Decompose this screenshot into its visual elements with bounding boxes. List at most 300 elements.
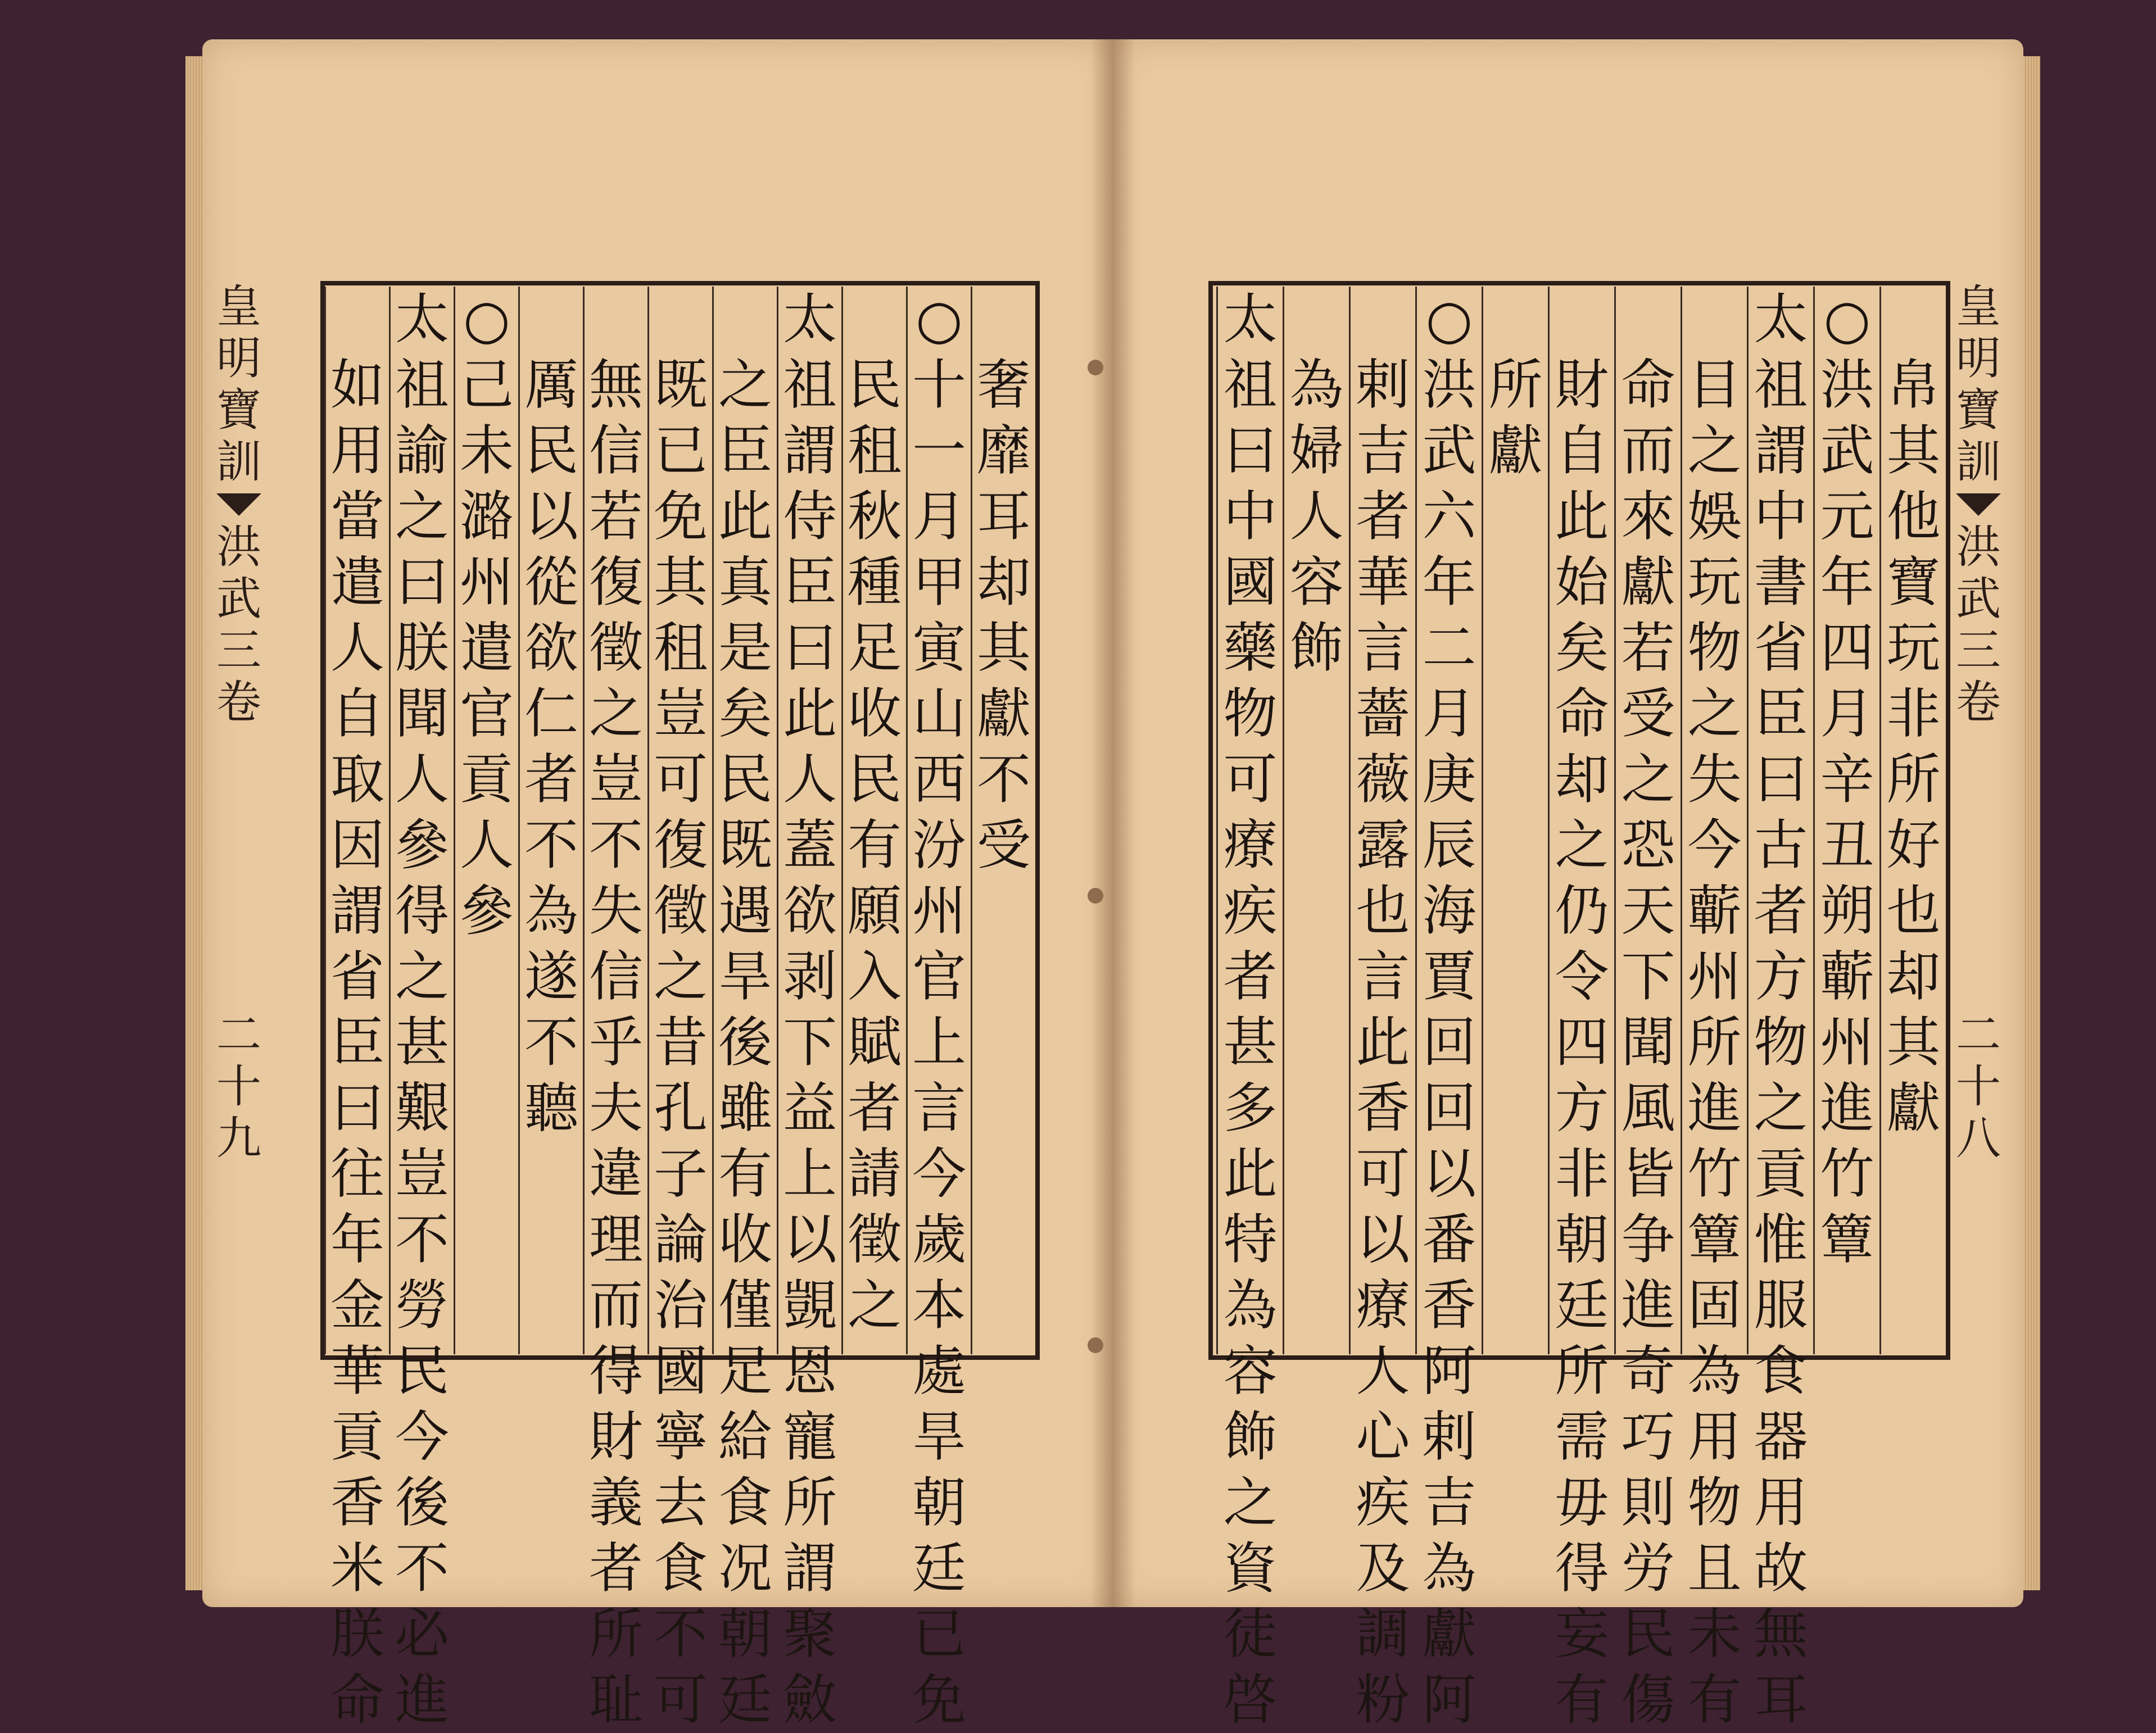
glyph: 真 bbox=[718, 551, 772, 614]
glyph: 有 bbox=[848, 814, 902, 877]
glyph: 月 bbox=[1422, 682, 1476, 745]
glyph: 命 bbox=[1555, 682, 1609, 745]
column-text bbox=[589, 352, 643, 1733]
glyph: 之 bbox=[718, 353, 772, 416]
glyph: 所 bbox=[1886, 748, 1941, 811]
glyph: 者 bbox=[1754, 879, 1808, 942]
glyph: 國 bbox=[654, 1340, 708, 1403]
glyph: 辰 bbox=[1422, 814, 1476, 877]
column-text bbox=[1356, 352, 1410, 1733]
glyph: 若 bbox=[589, 485, 643, 548]
glyph: 孔 bbox=[654, 1077, 708, 1140]
glyph: 訓 bbox=[1956, 435, 2001, 488]
glyph: 者 bbox=[524, 748, 578, 811]
glyph: 心 bbox=[1356, 1405, 1410, 1468]
binding-hole bbox=[1088, 360, 1103, 375]
glyph: 民 bbox=[718, 748, 772, 811]
margin-volume bbox=[1956, 521, 2001, 728]
column-text bbox=[460, 287, 514, 944]
glyph: 况 bbox=[718, 1537, 772, 1600]
column-text bbox=[1489, 352, 1543, 484]
glyph: 徵 bbox=[589, 616, 643, 679]
glyph: 甚 bbox=[1223, 1011, 1278, 1074]
glyph: 獻 bbox=[1422, 1603, 1476, 1666]
glyph: 昔 bbox=[654, 1011, 708, 1074]
text-column bbox=[1681, 287, 1747, 1731]
glyph: 且 bbox=[1687, 1537, 1742, 1600]
glyph: 中 bbox=[1754, 485, 1808, 548]
glyph: 足 bbox=[848, 616, 902, 679]
glyph: ○ bbox=[1823, 288, 1871, 351]
column-text bbox=[1820, 287, 1874, 1273]
glyph: 受 bbox=[1621, 682, 1675, 745]
glyph: 民 bbox=[395, 1340, 449, 1403]
text-column bbox=[841, 287, 906, 1354]
glyph: 徵 bbox=[654, 879, 708, 942]
glyph: 物 bbox=[1223, 682, 1278, 745]
glyph: 不 bbox=[395, 1208, 449, 1271]
glyph: 所 bbox=[1555, 1340, 1609, 1403]
glyph: 願 bbox=[848, 879, 902, 942]
glyph: 剥 bbox=[783, 945, 837, 1008]
glyph: 年 bbox=[330, 1208, 384, 1271]
glyph: 物 bbox=[1754, 1011, 1808, 1074]
glyph: 上 bbox=[912, 1011, 966, 1074]
glyph: 目 bbox=[1687, 353, 1742, 416]
glyph: 丑 bbox=[1820, 814, 1874, 877]
glyph: 三 bbox=[1956, 624, 2001, 677]
glyph: 卷 bbox=[216, 676, 261, 728]
glyph: 子 bbox=[654, 1142, 708, 1205]
glyph: 也 bbox=[1356, 879, 1410, 942]
glyph: 貢 bbox=[330, 1405, 384, 1468]
glyph: 之 bbox=[1621, 748, 1675, 811]
glyph: 獻 bbox=[977, 682, 1031, 745]
glyph: 豈 bbox=[395, 1142, 449, 1205]
glyph: 命 bbox=[1621, 353, 1675, 416]
glyph: 二 bbox=[1956, 1009, 2001, 1061]
glyph: 既 bbox=[654, 353, 708, 416]
glyph: 以 bbox=[783, 1208, 837, 1271]
text-column bbox=[906, 287, 971, 1731]
glyph: 往 bbox=[330, 1142, 384, 1205]
glyph: 者 bbox=[589, 1537, 643, 1600]
glyph: 及 bbox=[1356, 1537, 1410, 1600]
glyph: 必 bbox=[395, 1603, 449, 1666]
text-column bbox=[518, 287, 583, 1354]
glyph: 夫 bbox=[589, 1077, 643, 1140]
text-column bbox=[454, 287, 518, 1354]
glyph: 朝 bbox=[912, 1471, 966, 1534]
glyph: 食 bbox=[654, 1537, 708, 1600]
glyph: 不 bbox=[654, 1603, 708, 1666]
glyph: 遣 bbox=[330, 551, 384, 614]
column-text bbox=[395, 287, 449, 1733]
glyph: 物 bbox=[1687, 616, 1742, 679]
glyph: 毋 bbox=[1555, 1471, 1609, 1534]
text-column bbox=[971, 287, 1035, 1354]
glyph: 貢 bbox=[1754, 1142, 1808, 1205]
glyph: 庚 bbox=[1422, 748, 1476, 811]
glyph: 皇 bbox=[216, 280, 261, 333]
glyph: 為 bbox=[1687, 1340, 1742, 1403]
glyph: 進 bbox=[1820, 1077, 1874, 1140]
margin-page-number bbox=[1956, 1009, 2001, 1164]
glyph: 當 bbox=[330, 485, 384, 548]
glyph: 非 bbox=[1555, 1142, 1609, 1205]
glyph: 請 bbox=[848, 1142, 902, 1205]
glyph: 米 bbox=[330, 1537, 384, 1600]
glyph: 以 bbox=[1422, 1142, 1476, 1205]
glyph: 傷 bbox=[1621, 1668, 1675, 1731]
glyph: 却 bbox=[977, 551, 1031, 614]
glyph: 下 bbox=[1621, 945, 1675, 1008]
glyph: 徵 bbox=[848, 1208, 902, 1271]
glyph: 香 bbox=[1422, 1274, 1476, 1337]
glyph: 得 bbox=[1555, 1537, 1609, 1600]
glyph: 有 bbox=[718, 1142, 772, 1205]
glyph: 歲 bbox=[912, 1208, 966, 1271]
glyph: 西 bbox=[912, 748, 966, 811]
glyph: 也 bbox=[1886, 879, 1941, 942]
glyph: 朕 bbox=[395, 616, 449, 679]
glyph: 飾 bbox=[1223, 1405, 1278, 1468]
glyph: 諭 bbox=[395, 419, 449, 482]
glyph: 獻 bbox=[1886, 1077, 1941, 1140]
text-column bbox=[1283, 287, 1349, 1354]
glyph: 州 bbox=[1820, 1011, 1874, 1074]
glyph: 十 bbox=[216, 1060, 261, 1113]
glyph: 己 bbox=[460, 353, 514, 416]
glyph: 金 bbox=[330, 1274, 384, 1337]
glyph: 遂 bbox=[524, 945, 578, 1008]
glyph: 武 bbox=[1422, 419, 1476, 482]
glyph: 此 bbox=[1555, 485, 1609, 548]
glyph: 剌 bbox=[1356, 353, 1410, 416]
glyph: 三 bbox=[216, 624, 261, 677]
glyph: 寵 bbox=[783, 1405, 837, 1468]
glyph: 明 bbox=[216, 332, 261, 384]
glyph: 武 bbox=[1820, 419, 1874, 482]
glyph: 惟 bbox=[1754, 1208, 1808, 1271]
glyph: 其 bbox=[1886, 419, 1941, 482]
glyph: 却 bbox=[1886, 945, 1941, 1008]
column-text bbox=[330, 352, 384, 1733]
glyph: 秋 bbox=[848, 485, 902, 548]
glyph: 簟 bbox=[1820, 1208, 1874, 1271]
glyph: 海 bbox=[1422, 879, 1476, 942]
glyph: 斂 bbox=[783, 1668, 837, 1731]
glyph: 用 bbox=[1687, 1405, 1742, 1468]
glyph: 皇 bbox=[1956, 280, 2001, 333]
glyph: 有 bbox=[1687, 1668, 1742, 1731]
glyph: 無 bbox=[589, 353, 643, 416]
glyph: 食 bbox=[1754, 1340, 1808, 1403]
glyph: 租 bbox=[848, 419, 902, 482]
glyph: 甚 bbox=[395, 1011, 449, 1074]
glyph: 雖 bbox=[718, 1077, 772, 1140]
glyph: 此 bbox=[1356, 1011, 1410, 1074]
glyph: 啓 bbox=[1223, 1668, 1278, 1731]
glyph: 獻 bbox=[1621, 551, 1675, 614]
glyph: 聞 bbox=[395, 682, 449, 745]
glyph: 玩 bbox=[1687, 551, 1742, 614]
glyph: 疾 bbox=[1223, 879, 1278, 942]
glyph: 者 bbox=[848, 1077, 902, 1140]
glyph: 玩 bbox=[1886, 616, 1941, 679]
glyph: 月 bbox=[912, 485, 966, 548]
glyph: 是 bbox=[718, 616, 772, 679]
glyph: 民 bbox=[524, 419, 578, 482]
glyph: 臣 bbox=[330, 1011, 384, 1074]
glyph: 蘄 bbox=[1820, 945, 1874, 1008]
column-text bbox=[718, 352, 772, 1733]
glyph: 以 bbox=[524, 485, 578, 548]
glyph: 洪 bbox=[1820, 353, 1874, 416]
glyph: 簟 bbox=[1687, 1208, 1742, 1271]
glyph: 好 bbox=[1886, 814, 1941, 877]
glyph: 飾 bbox=[1289, 616, 1344, 679]
glyph: 資 bbox=[1223, 1537, 1278, 1600]
glyph: 信 bbox=[589, 945, 643, 1008]
glyph: 此 bbox=[718, 485, 772, 548]
glyph: 年 bbox=[1422, 551, 1476, 614]
glyph: 巧 bbox=[1621, 1405, 1675, 1468]
glyph: 獻 bbox=[1488, 419, 1543, 482]
glyph: 進 bbox=[1621, 1274, 1675, 1337]
glyph: 其 bbox=[977, 616, 1031, 679]
glyph: 財 bbox=[589, 1405, 643, 1468]
glyph: 奇 bbox=[1621, 1340, 1675, 1403]
glyph: 粉 bbox=[1356, 1668, 1410, 1731]
glyph: 免 bbox=[654, 485, 708, 548]
glyph: 已 bbox=[912, 1603, 966, 1666]
glyph: 下 bbox=[783, 1011, 837, 1074]
column-text bbox=[977, 352, 1031, 878]
glyph: 需 bbox=[1555, 1405, 1609, 1468]
glyph: 疾 bbox=[1356, 1471, 1410, 1534]
glyph: 八 bbox=[1956, 1112, 2001, 1164]
glyph: 欲 bbox=[783, 879, 837, 942]
glyph: 帛 bbox=[1886, 353, 1941, 416]
glyph: 謂 bbox=[783, 419, 837, 482]
glyph: ○ bbox=[1425, 288, 1473, 351]
right-page-margin-strip bbox=[1956, 281, 2001, 1164]
glyph: 民 bbox=[848, 353, 902, 416]
glyph: 人 bbox=[330, 616, 384, 679]
glyph: 耻 bbox=[589, 1668, 643, 1731]
glyph: 朝 bbox=[1555, 1208, 1609, 1271]
glyph: 信 bbox=[589, 419, 643, 482]
glyph: 之 bbox=[1754, 1077, 1808, 1140]
glyph: 後 bbox=[718, 1011, 772, 1074]
column-text bbox=[654, 352, 708, 1733]
glyph: 天 bbox=[1621, 879, 1675, 942]
glyph: 風 bbox=[1621, 1077, 1675, 1140]
glyph: 如 bbox=[330, 353, 384, 416]
glyph: 耳 bbox=[977, 485, 1031, 548]
glyph: 阿 bbox=[1422, 1340, 1476, 1403]
glyph: 為 bbox=[1223, 1274, 1278, 1337]
glyph: 藥 bbox=[1223, 616, 1278, 679]
column-text bbox=[1754, 287, 1808, 1733]
glyph: 旱 bbox=[718, 945, 772, 1008]
glyph: 竹 bbox=[1820, 1142, 1874, 1205]
glyph: 十 bbox=[1956, 1060, 2001, 1113]
glyph: 所 bbox=[783, 1471, 837, 1534]
column-text bbox=[912, 287, 966, 1733]
glyph: 今 bbox=[1687, 814, 1742, 877]
glyph: 論 bbox=[654, 1208, 708, 1271]
glyph: 省 bbox=[1754, 616, 1808, 679]
glyph: 皆 bbox=[1621, 1142, 1675, 1205]
binding-hole bbox=[1088, 1337, 1103, 1353]
glyph: 山 bbox=[912, 682, 966, 745]
glyph: 治 bbox=[654, 1274, 708, 1337]
text-column bbox=[324, 287, 389, 1731]
glyph: 矣 bbox=[718, 682, 772, 745]
glyph: 參 bbox=[395, 814, 449, 877]
glyph: 用 bbox=[330, 419, 384, 482]
glyph: 祖 bbox=[395, 353, 449, 416]
glyph: 進 bbox=[1687, 1077, 1742, 1140]
glyph: 方 bbox=[1754, 945, 1808, 1008]
glyph: 曰 bbox=[783, 616, 837, 679]
glyph: 言 bbox=[912, 1077, 966, 1140]
book-gutter bbox=[1090, 39, 1135, 1607]
glyph: 人 bbox=[1289, 485, 1344, 548]
glyph: 謂 bbox=[330, 879, 384, 942]
glyph: 回 bbox=[1422, 1077, 1476, 1140]
glyph: 六 bbox=[1422, 485, 1476, 548]
glyph: 洪 bbox=[1422, 353, 1476, 416]
glyph: 民 bbox=[848, 748, 902, 811]
glyph: 仁 bbox=[524, 682, 578, 745]
glyph: 收 bbox=[718, 1208, 772, 1271]
glyph: 則 bbox=[1621, 1471, 1675, 1534]
glyph: 香 bbox=[330, 1471, 384, 1534]
glyph: 汾 bbox=[912, 814, 966, 877]
glyph: 其 bbox=[654, 551, 708, 614]
glyph: 恐 bbox=[1621, 814, 1675, 877]
glyph: 官 bbox=[912, 945, 966, 1008]
glyph: 曰 bbox=[395, 551, 449, 614]
glyph: 廷 bbox=[912, 1537, 966, 1600]
glyph: 其 bbox=[1886, 1011, 1941, 1074]
glyph: 太 bbox=[1223, 288, 1278, 351]
glyph: 故 bbox=[1754, 1537, 1808, 1600]
glyph: 已 bbox=[654, 419, 708, 482]
glyph: 曰 bbox=[1754, 748, 1808, 811]
glyph: 豈 bbox=[589, 748, 643, 811]
glyph: 所 bbox=[589, 1603, 643, 1666]
glyph: 之 bbox=[1687, 682, 1742, 745]
glyph: 艱 bbox=[395, 1077, 449, 1140]
glyph: 二 bbox=[1422, 616, 1476, 679]
glyph: 參 bbox=[460, 879, 514, 942]
glyph: 寶 bbox=[216, 384, 261, 436]
glyph: 妄 bbox=[1555, 1603, 1609, 1666]
glyph: 薇 bbox=[1356, 748, 1410, 811]
glyph: 給 bbox=[718, 1405, 772, 1468]
glyph: 武 bbox=[1956, 573, 2001, 625]
glyph: 國 bbox=[1223, 551, 1278, 614]
glyph: 此 bbox=[1223, 1142, 1278, 1205]
glyph: 今 bbox=[395, 1405, 449, 1468]
glyph: 今 bbox=[912, 1142, 966, 1205]
glyph: 厲 bbox=[524, 353, 578, 416]
glyph: 太 bbox=[1754, 288, 1808, 351]
glyph: 臣 bbox=[1754, 682, 1808, 745]
fish-tail-mark bbox=[216, 493, 261, 516]
glyph: 不 bbox=[395, 1537, 449, 1600]
glyph: 不 bbox=[524, 814, 578, 877]
glyph: 労 bbox=[1621, 1537, 1675, 1600]
glyph: 從 bbox=[524, 551, 578, 614]
glyph: 乎 bbox=[589, 1011, 643, 1074]
glyph: 此 bbox=[783, 682, 837, 745]
glyph: 廷 bbox=[718, 1668, 772, 1731]
glyph: 祖 bbox=[1223, 353, 1278, 416]
glyph: 言 bbox=[1356, 945, 1410, 1008]
glyph: 所 bbox=[1488, 353, 1543, 416]
glyph: 賦 bbox=[848, 1011, 902, 1074]
glyph: 侍 bbox=[783, 485, 837, 548]
glyph: 者 bbox=[1223, 945, 1278, 1008]
glyph: 容 bbox=[1289, 551, 1344, 614]
glyph: 古 bbox=[1754, 814, 1808, 877]
glyph: 之 bbox=[1687, 419, 1742, 482]
glyph: 華 bbox=[330, 1340, 384, 1403]
glyph: 辛 bbox=[1820, 748, 1874, 811]
glyph: 復 bbox=[589, 551, 643, 614]
glyph: 特 bbox=[1223, 1208, 1278, 1271]
text-column bbox=[583, 287, 647, 1731]
glyph: 足 bbox=[718, 1340, 772, 1403]
glyph: 四 bbox=[1555, 1011, 1609, 1074]
text-column bbox=[1482, 287, 1548, 1354]
glyph: 入 bbox=[848, 945, 902, 1008]
column-text bbox=[1423, 287, 1476, 1733]
margin-title bbox=[1956, 281, 2001, 488]
glyph: 徒 bbox=[1223, 1603, 1278, 1666]
glyph: 人 bbox=[783, 748, 837, 811]
glyph: 租 bbox=[654, 616, 708, 679]
text-column bbox=[1813, 287, 1879, 1354]
glyph: 一 bbox=[912, 419, 966, 482]
glyph: 廷 bbox=[1555, 1274, 1609, 1337]
glyph: 月 bbox=[1820, 682, 1874, 745]
glyph: 蘄 bbox=[1687, 879, 1742, 942]
glyph: 因 bbox=[330, 814, 384, 877]
glyph: 靡 bbox=[977, 419, 1031, 482]
glyph: 可 bbox=[1223, 748, 1278, 811]
glyph: 人 bbox=[395, 748, 449, 811]
glyph: 之 bbox=[395, 485, 449, 548]
text-column bbox=[1879, 287, 1946, 1354]
binding-hole bbox=[1088, 888, 1103, 904]
glyph: 武 bbox=[216, 573, 261, 625]
glyph: 為 bbox=[1422, 1537, 1476, 1600]
text-column bbox=[1349, 287, 1415, 1731]
column-text bbox=[848, 352, 902, 1339]
glyph: 固 bbox=[1687, 1274, 1742, 1337]
glyph: 遣 bbox=[460, 616, 514, 679]
glyph: 為 bbox=[1289, 353, 1344, 416]
glyph: 容 bbox=[1223, 1340, 1278, 1403]
glyph: 潞 bbox=[460, 485, 514, 548]
column-text bbox=[1887, 352, 1941, 1141]
